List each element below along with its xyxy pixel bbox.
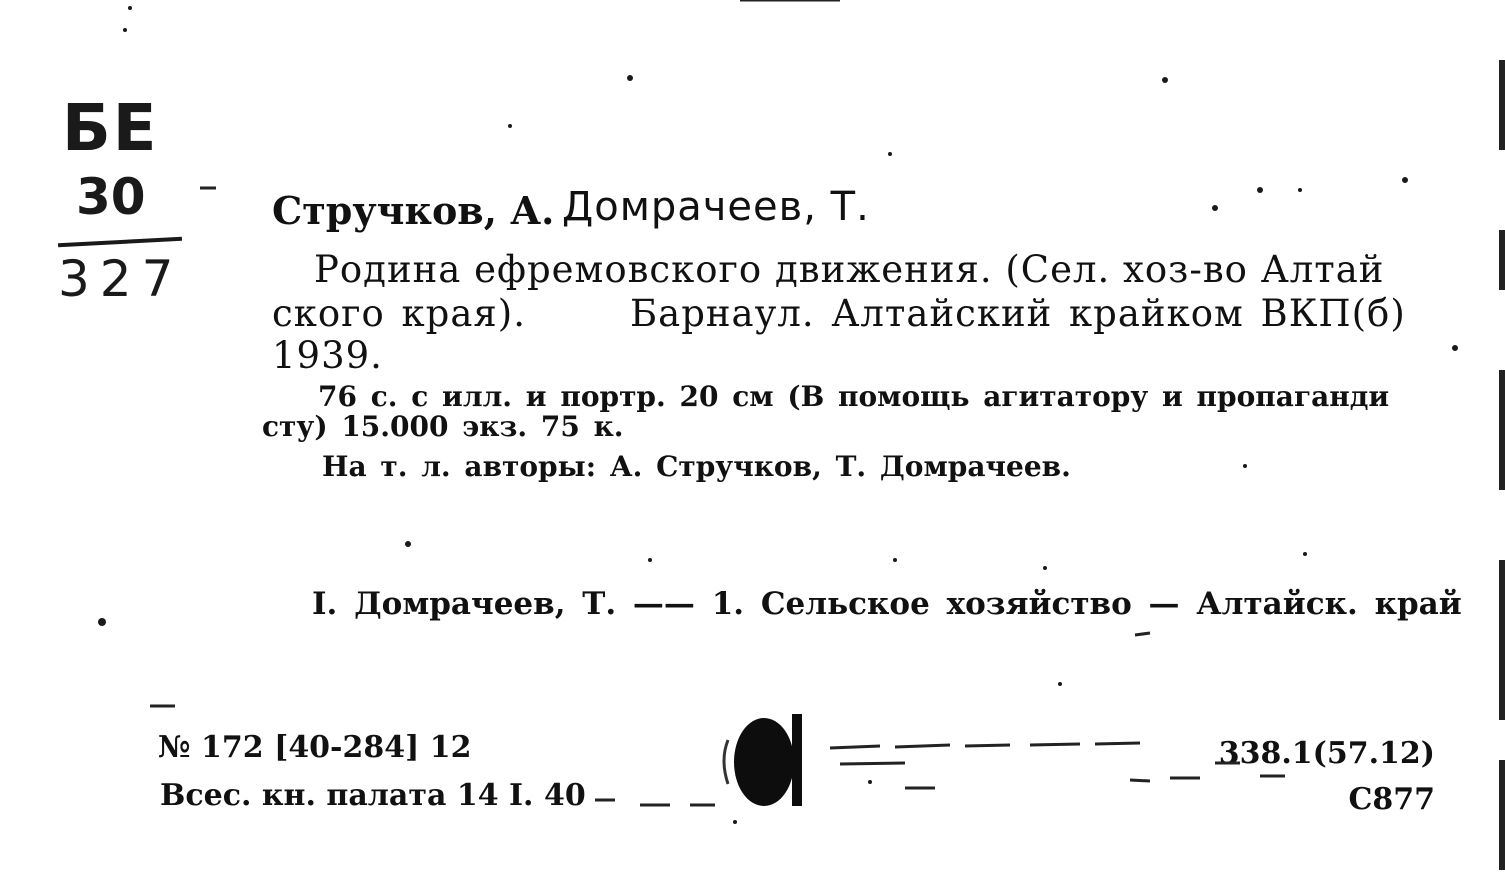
- scan-edge-mark: [1499, 760, 1505, 870]
- scan-edge-mark: [1499, 560, 1505, 720]
- card-number: № 172 [40-284] 12: [158, 730, 472, 765]
- book-chamber-imprint: Всес. кн. палата 14 I. 40: [160, 778, 586, 813]
- subject-tracings: I. Домрачеев, Т. —— 1. Сельское хозяйство — Алтайск. край: [312, 586, 1462, 622]
- handwritten-coauthor: Домрачеев, Т.: [562, 184, 870, 230]
- title-line-1: Родина ефремовского движения. (Сел. хоз-во Алтай: [314, 248, 1385, 291]
- udc-classification: 338.1(57.12): [1218, 736, 1435, 771]
- author-heading: Стручков, А.: [272, 188, 555, 233]
- scan-edge-mark: [1499, 230, 1505, 290]
- shelfmark-line2: 30: [76, 168, 146, 226]
- title-year: 1939.: [272, 334, 383, 377]
- author-sign: С877: [1348, 782, 1435, 817]
- title-line-2-start: ского края).: [272, 292, 526, 335]
- title-line-2-imprint: Барнаул. Алтайский крайком ВКП(б): [629, 292, 1406, 335]
- authors-note: На т. л. авторы: А. Стручков, Т. Домрачеев.: [322, 450, 1071, 483]
- shelfmark-line3: 327: [58, 250, 184, 308]
- shelfmark-line1: БЕ: [62, 92, 159, 166]
- description-line-2: сту) 15.000 экз. 75 к.: [262, 410, 624, 443]
- description-line-1: 76 с. с илл. и портр. 20 см (В помощь агитатору и пропаганди: [318, 380, 1390, 413]
- scan-edge-mark: [1499, 60, 1505, 150]
- scan-edge-mark: [1499, 370, 1505, 490]
